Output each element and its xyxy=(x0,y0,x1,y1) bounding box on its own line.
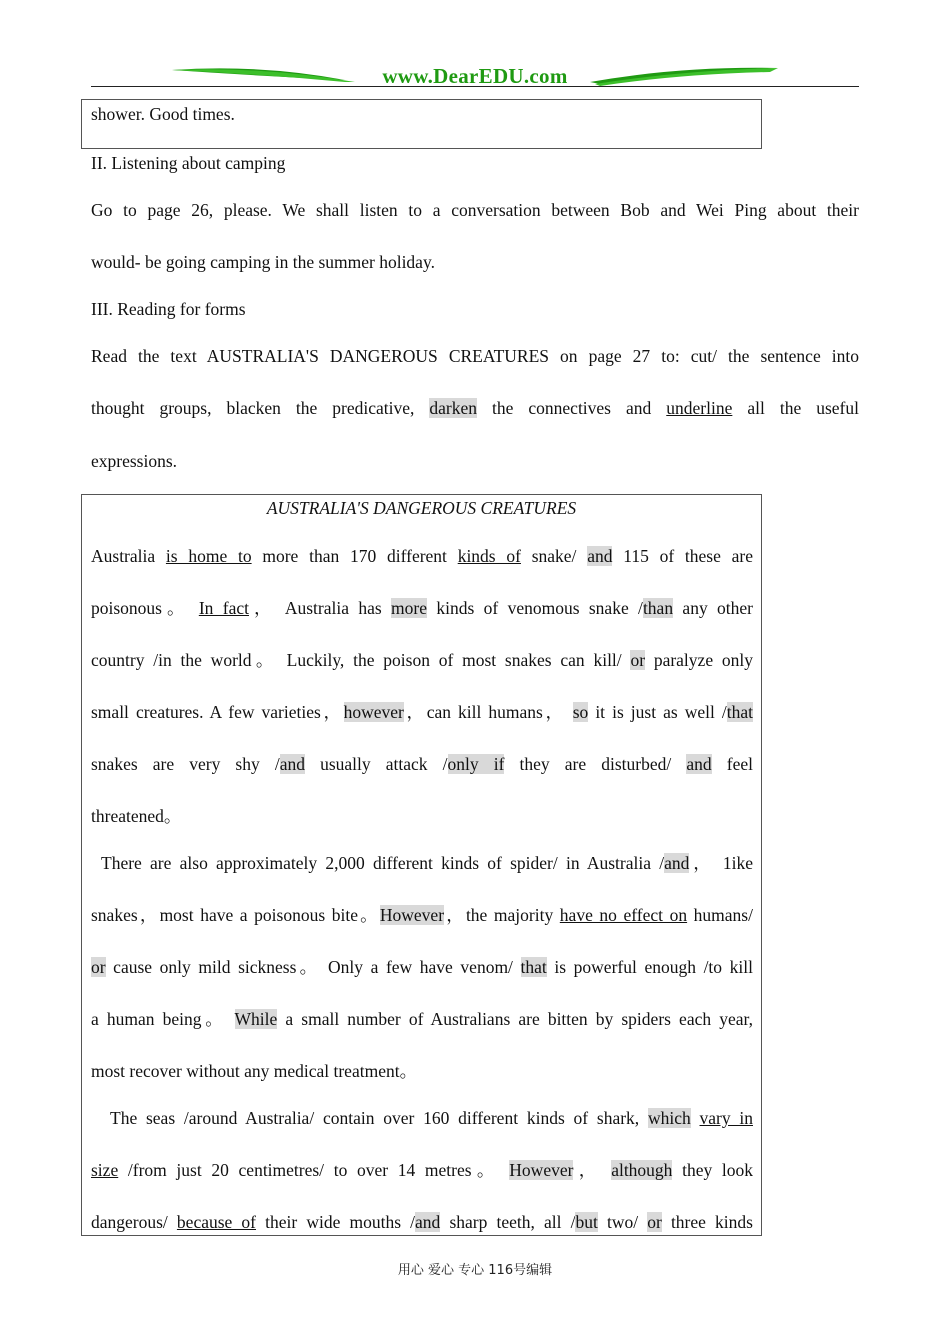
text: ，the majority xyxy=(444,905,560,925)
text: snakes are very shy / xyxy=(91,754,280,774)
text: more than 170 different xyxy=(251,546,458,566)
text: they look xyxy=(672,1160,754,1180)
header-divider xyxy=(91,86,859,87)
text: a human being。 xyxy=(91,1009,235,1029)
connective: that xyxy=(520,957,547,977)
text: three kinds xyxy=(661,1212,753,1232)
expression: is home to xyxy=(165,546,252,566)
expression: kinds of xyxy=(457,546,521,566)
p1-line4 xyxy=(91,701,753,723)
header-site-name: www.DearEDU.com xyxy=(382,64,568,88)
connective: that xyxy=(726,702,754,722)
text: poisonous。 xyxy=(91,598,199,618)
text: kinds of venomous snake / xyxy=(427,598,643,618)
p2-line5: most recover without any medical treatment。 xyxy=(91,1061,418,1081)
connective: While xyxy=(234,1009,278,1029)
underline-example: underline xyxy=(666,398,733,418)
connective: which xyxy=(647,1108,691,1128)
text: small creatures. A few varieties， xyxy=(91,702,344,722)
text: thought groups, blacken the predicative, xyxy=(91,398,415,418)
section3-heading: III. Reading for forms xyxy=(91,299,246,319)
p1-line5 xyxy=(91,753,753,775)
text: Australia xyxy=(91,546,166,566)
text: ，can kill humans， xyxy=(403,702,573,722)
text: the connectives and xyxy=(492,398,652,418)
expression: size xyxy=(91,1160,119,1180)
text: is powerful enough /to kill xyxy=(546,957,753,977)
text: country /in the world。 Luckily, the poison of most snakes can kill/ xyxy=(91,650,631,670)
connective: so xyxy=(572,702,589,722)
connective: or xyxy=(91,957,106,977)
section3-line2 xyxy=(91,397,859,419)
connective: although xyxy=(611,1160,673,1180)
section2-line1: Go to page 26, please. We shall listen to a conversation between Bob and Wei Ping about their xyxy=(91,200,859,220)
text: ， xyxy=(573,1160,612,1180)
connective: and xyxy=(587,546,613,566)
expression: because of xyxy=(176,1212,257,1232)
text: paralyze only xyxy=(645,650,753,670)
connective: more xyxy=(391,598,427,618)
text: /from just 20 centimetres/ to over 14 metres。 xyxy=(118,1160,510,1180)
text: they are disturbed/ xyxy=(504,754,687,774)
text: ， 1ike xyxy=(689,853,753,873)
p1-line3 xyxy=(91,649,753,671)
text: their wide mouths / xyxy=(256,1212,416,1232)
text: cause only mild sickness。 Only a few have venom/ xyxy=(105,957,521,977)
text: two/ xyxy=(597,1212,648,1232)
expression: vary in xyxy=(699,1108,753,1128)
p2-line4 xyxy=(91,1008,753,1030)
connective: than xyxy=(642,598,674,618)
connective: and xyxy=(279,754,305,774)
text: snakes，most have a poisonous bite。 xyxy=(91,905,380,925)
connective: However xyxy=(379,905,445,925)
p1-line1 xyxy=(91,545,753,567)
text xyxy=(691,1108,700,1128)
text: all the useful xyxy=(747,398,859,418)
section3-line1: Read the text AUSTRALIA'S DANGEROUS CREATURES on page 27 to: cut/ the sentence into xyxy=(91,346,859,366)
connective: and xyxy=(686,754,712,774)
text: sharp teeth, all / xyxy=(440,1212,576,1232)
p1-line6: threatened。 xyxy=(91,806,182,826)
p1-line2 xyxy=(91,597,753,619)
top-box-text: shower. Good times. xyxy=(91,104,235,124)
connective: or xyxy=(647,1212,662,1232)
text: any other xyxy=(673,598,754,618)
connective: However xyxy=(509,1160,574,1180)
section2-heading: II. Listening about camping xyxy=(91,153,286,173)
connective: and xyxy=(664,853,690,873)
connective: and xyxy=(415,1212,441,1232)
section3-line3: expressions. xyxy=(91,451,178,471)
page-footer: 用心 爱心 专心 116号编辑 xyxy=(397,1263,553,1278)
connective: however xyxy=(343,702,404,722)
text: The seas /around Australia/ contain over 160 different kinds of shark, xyxy=(110,1108,648,1128)
text: feel xyxy=(711,754,753,774)
connective: but xyxy=(575,1212,598,1232)
connective: or xyxy=(630,650,646,670)
p2-line3 xyxy=(91,956,753,978)
p3-line2 xyxy=(91,1159,753,1181)
section2-line2: would- be going camping in the summer holiday. xyxy=(91,252,435,272)
article-title: AUSTRALIA'S DANGEROUS CREATURES xyxy=(266,498,577,518)
text: ， Australia has xyxy=(248,598,392,618)
p3-line3 xyxy=(91,1211,753,1233)
darken-example: darken xyxy=(429,398,478,418)
expression: In fact xyxy=(198,598,249,618)
text: humans/ xyxy=(687,905,753,925)
text: snake/ xyxy=(520,546,588,566)
expression: have no effect on xyxy=(559,905,688,925)
text: usually attack / xyxy=(305,754,448,774)
p2-line2 xyxy=(91,904,753,926)
p3-line1 xyxy=(110,1107,753,1129)
p2-line1 xyxy=(101,852,753,874)
text: dangerous/ xyxy=(91,1212,177,1232)
text: it is just as well / xyxy=(588,702,727,722)
text: There are also approximately 2,000 different kinds of spider/ in Australia / xyxy=(101,853,665,873)
text: a small number of Australians are bitten by spiders each year, xyxy=(277,1009,753,1029)
text: 115 of these are xyxy=(612,546,754,566)
connective: only if xyxy=(447,754,505,774)
